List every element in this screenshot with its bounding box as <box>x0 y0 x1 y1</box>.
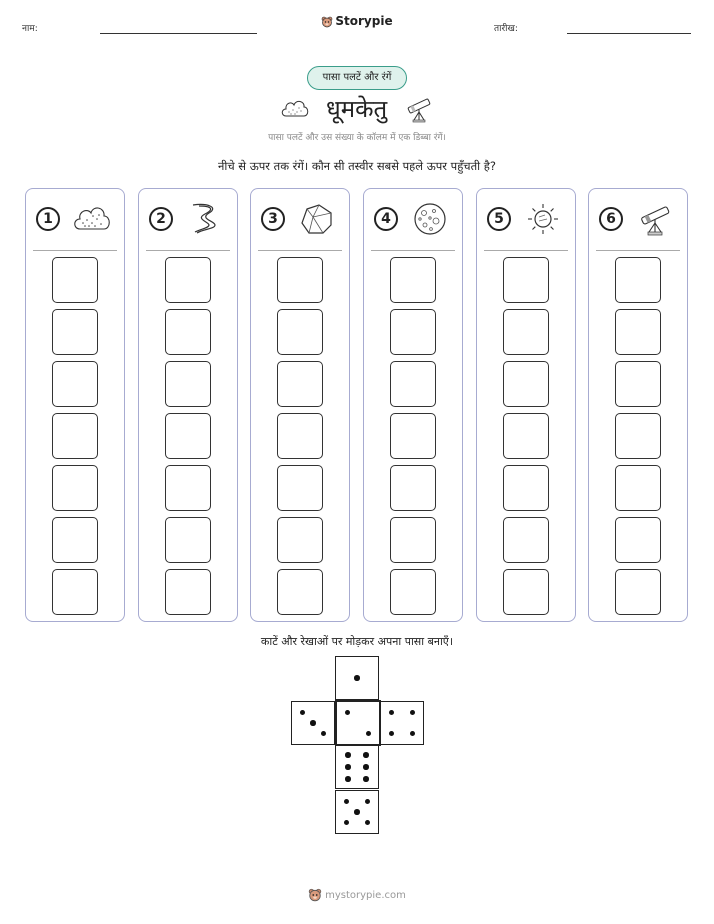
column-divider <box>596 250 680 251</box>
page-title <box>280 92 440 126</box>
brand-name: Storypie <box>335 14 393 28</box>
die-pip <box>389 731 395 737</box>
telescope-icon <box>635 201 675 237</box>
color-box[interactable] <box>503 257 549 303</box>
die-pip <box>363 752 369 758</box>
footer-url[interactable]: mystorypie.com <box>325 890 406 901</box>
color-box[interactable] <box>277 517 323 563</box>
color-box[interactable] <box>165 309 211 355</box>
color-box[interactable] <box>52 465 98 511</box>
color-box[interactable] <box>390 257 436 303</box>
color-box[interactable] <box>503 517 549 563</box>
cut-instruction: काटें और रेखाओं पर मोड़कर अपना पासा बनाएँ। <box>260 635 454 648</box>
color-box[interactable] <box>165 257 211 303</box>
column-number: 2 <box>149 207 173 231</box>
column-divider <box>484 250 568 251</box>
die-pip <box>410 731 416 737</box>
color-box[interactable] <box>52 413 98 459</box>
die-face-6[interactable] <box>335 745 379 789</box>
color-box[interactable] <box>503 413 549 459</box>
subtitle: पासा पलटें और उस संख्या के कॉलम में एक डिब्बा रंगें। <box>268 133 446 143</box>
die-pip <box>354 675 360 681</box>
die-pip <box>310 720 316 726</box>
color-box[interactable] <box>277 465 323 511</box>
color-box[interactable] <box>503 569 549 615</box>
column-divider <box>33 250 117 251</box>
column-number: 1 <box>36 207 60 231</box>
die-face-1[interactable] <box>335 656 379 700</box>
column-number: 6 <box>599 207 623 231</box>
column-2 <box>138 188 238 622</box>
color-box[interactable] <box>277 413 323 459</box>
die-face-5[interactable] <box>335 790 379 834</box>
color-box[interactable] <box>503 361 549 407</box>
die-pip <box>365 799 371 805</box>
color-box[interactable] <box>52 309 98 355</box>
bear-logo-icon <box>321 16 333 28</box>
color-box[interactable] <box>615 569 661 615</box>
color-box[interactable] <box>277 361 323 407</box>
die-pip <box>389 710 395 716</box>
column-4 <box>363 188 463 622</box>
column-divider <box>371 250 455 251</box>
die-pip <box>321 731 327 737</box>
rock-icon <box>297 201 337 237</box>
color-box[interactable] <box>390 569 436 615</box>
column-number: 3 <box>261 207 285 231</box>
column-divider <box>258 250 342 251</box>
color-box[interactable] <box>615 517 661 563</box>
footer <box>0 888 714 902</box>
sun-icon <box>523 201 563 237</box>
color-box[interactable] <box>390 309 436 355</box>
color-box[interactable] <box>390 361 436 407</box>
color-box[interactable] <box>165 361 211 407</box>
die-pip <box>354 809 360 815</box>
column-1 <box>25 188 125 622</box>
moon-icon <box>410 201 450 237</box>
column-6 <box>588 188 688 622</box>
color-box[interactable] <box>390 413 436 459</box>
bear-logo-icon <box>308 888 322 902</box>
comet-tail-icon <box>185 201 225 237</box>
color-box[interactable] <box>615 465 661 511</box>
die-pip <box>365 820 371 826</box>
column-number: 4 <box>374 207 398 231</box>
die-face-3[interactable] <box>291 701 335 745</box>
color-box[interactable] <box>277 309 323 355</box>
die-pip <box>345 776 351 782</box>
color-box[interactable] <box>615 413 661 459</box>
color-box[interactable] <box>390 517 436 563</box>
column-number: 5 <box>487 207 511 231</box>
color-box[interactable] <box>390 465 436 511</box>
brand-logo <box>0 14 714 28</box>
name-label: नाम: <box>22 24 38 34</box>
color-box[interactable] <box>277 569 323 615</box>
color-box[interactable] <box>165 569 211 615</box>
die-pip <box>410 710 416 716</box>
color-box[interactable] <box>615 309 661 355</box>
column-divider <box>146 250 230 251</box>
die-pip <box>366 731 372 737</box>
color-box[interactable] <box>52 361 98 407</box>
color-box[interactable] <box>165 465 211 511</box>
name-line[interactable] <box>100 33 257 34</box>
color-box[interactable] <box>503 465 549 511</box>
column-5 <box>476 188 576 622</box>
die-face-4[interactable] <box>380 701 424 745</box>
color-box[interactable] <box>503 309 549 355</box>
color-box[interactable] <box>165 413 211 459</box>
color-box[interactable] <box>615 257 661 303</box>
cloud-icon <box>280 96 310 122</box>
color-box[interactable] <box>52 517 98 563</box>
activity-badge: पासा पलटें और रंगें <box>307 66 407 90</box>
die-pip <box>345 764 351 770</box>
color-box[interactable] <box>615 361 661 407</box>
title-text: धूमकेतु <box>326 95 388 123</box>
die-pip <box>363 764 369 770</box>
date-label: तारीख: <box>494 24 518 34</box>
color-box[interactable] <box>165 517 211 563</box>
column-3 <box>250 188 350 622</box>
die-pip <box>300 710 306 716</box>
telescope-icon <box>404 94 434 124</box>
cloud-icon <box>72 201 112 237</box>
die-face-2[interactable] <box>335 700 381 746</box>
date-line[interactable] <box>567 33 691 34</box>
color-box[interactable] <box>277 257 323 303</box>
question: नीचे से ऊपर तक रंगें। कौन सी तस्वीर सबसे पहले ऊपर पहुँचती है? <box>217 159 497 173</box>
die-pip <box>344 820 350 826</box>
die-pip <box>363 776 369 782</box>
die-pip <box>345 752 351 758</box>
die-pip <box>345 710 351 716</box>
die-pip <box>344 799 350 805</box>
color-box[interactable] <box>52 569 98 615</box>
color-box[interactable] <box>52 257 98 303</box>
